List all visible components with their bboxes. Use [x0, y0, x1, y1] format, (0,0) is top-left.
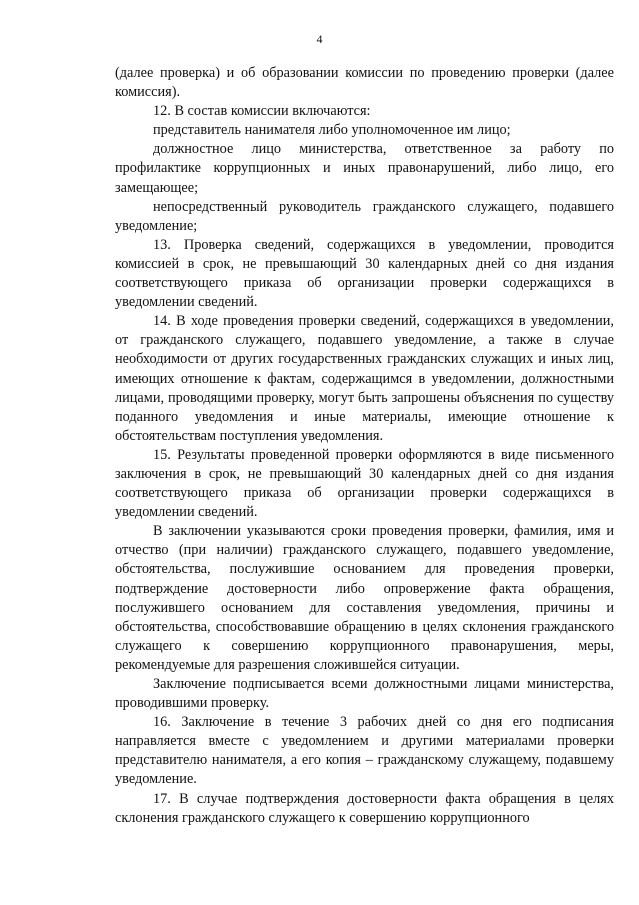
paragraph-14: 14. В ходе проведения проверки сведений, содержащихся в уведомлении, от гражданского служащего, подавшего уведомление, а также в случае необходимости от других государственных гражданских служащих и иных лиц, имеющих отношение к фактам, содержащимся в уведомлении, должностными лицами, проводящими проверку, могут быть запрошены объяснения по существу поданного уведомления и иные материалы, имеющие отношение к обстоятельствам поступления уведомления. — [115, 313, 614, 444]
paragraph-15: 15. Результаты проведенной проверки оформляются в виде письменного заключения в срок, не превышающий 30 календарных дней со дня издания соответствующего приказа об организации проверки содержащихся в уведомлении сведений. — [115, 446, 614, 521]
paragraph-15-conclusion-signing: Заключение подписывается всеми должностными лицами министерства, проводившими проверку. — [115, 676, 614, 712]
paragraph-12-heading: 12. В состав комиссии включаются: — [153, 103, 371, 120]
paragraph-13: 13. Проверка сведений, содержащихся в уведомлении, проводится комиссией в срок, не превышающий 30 календарных дней со дня издания соответствующего приказа об организации проверки содержащихся в уведомлении сведений. — [115, 236, 614, 311]
paragraph-15-conclusion-contents: В заключении указываются сроки проведения проверки, фамилия, имя и отчество (при наличии) гражданского служащего, подавшего уведомление, обстоятельства, послужившие основанием для проведения проверки, подтверждение достоверности либо опровержение факта обращения, послужившего основанием для составления уведомления, причины и обстоятельства, способствовавшие обращению в целях склонения гражданского служащего к совершению коррупционного правонарушения, меры, рекомендуемые для разрешения сложившейся ситуации. — [115, 523, 614, 673]
paragraph-12-item-3: непосредственный руководитель гражданского служащего, подавшего уведомление; — [115, 198, 614, 234]
paragraph-17: 17. В случае подтверждения достоверности факта обращения в целях склонения гражданского служащего к совершению коррупционного — [115, 790, 614, 826]
paragraph-12-item-2: должностное лицо министерства, ответственное за работу по профилактике коррупционных и иных правонарушений, либо лицо, его замещающее; — [115, 141, 614, 196]
paragraph-12-item-1: представитель нанимателя либо уполномоченное им лицо; — [153, 122, 511, 139]
page-number: 4 — [316, 32, 323, 46]
paragraph-16: 16. Заключение в течение 3 рабочих дней со дня его подписания направляется вместе с уведомлением и другими материалами проверки представителю нанимателя, а его копия – гражданскому служащему, подавшему уведомление. — [115, 714, 614, 788]
document-body — [115, 64, 614, 828]
paragraph-continuation: (далее проверка) и об образовании комиссии по проведению проверки (далее комиссия). — [115, 65, 614, 101]
